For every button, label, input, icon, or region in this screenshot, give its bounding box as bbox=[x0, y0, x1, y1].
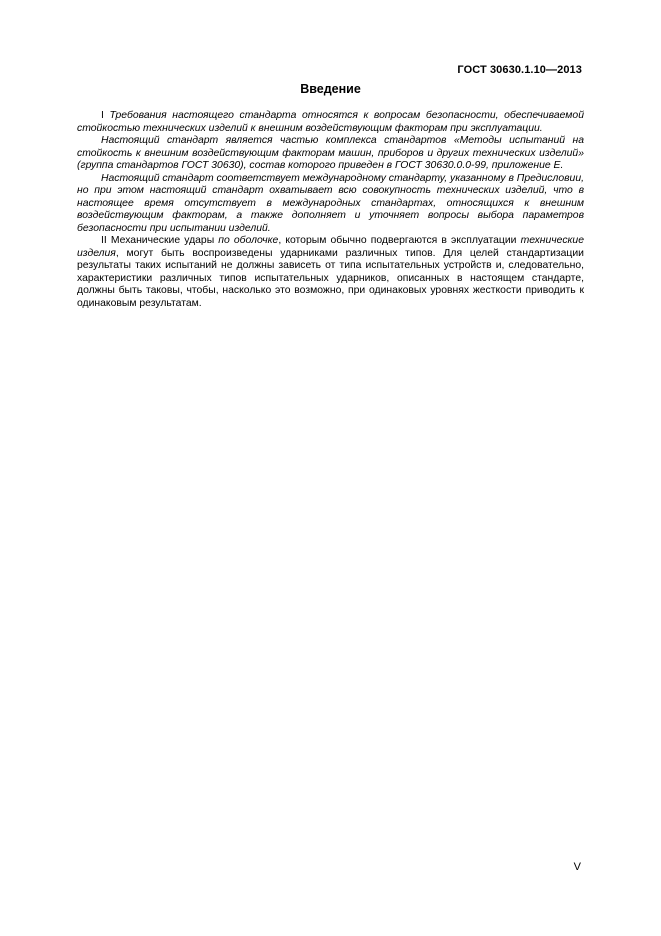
section-title: Введение bbox=[300, 82, 361, 96]
paragraph-4 bbox=[77, 235, 584, 310]
paragraph-1 bbox=[77, 110, 584, 135]
paragraph-4-seg1: II Механические удары bbox=[101, 235, 219, 246]
document-body bbox=[77, 110, 584, 310]
paragraph-3: Настоящий стандарт соответствует международному стандарту, указанному в Предисловии, но при этом настоящий стандарт охватывает всю совокупность технических изделий, что в настоящее время отсутствует в международных стандартах, относящихся к внешним воздействующим факторам, а также дополняет и уточняет вопросы выбора параметров безопасности при испытании изделий. bbox=[77, 172, 584, 234]
paragraph-4-seg5: , могут быть воспроизведены ударниками различных типов. Для целей стандартизации результаты таких испытаний не должны зависеть от типа испытательных устройств и, следовательно, характеристики различных типов испытательных ударников, описанных в настоящем стандарте, должны быть таковы, чтобы, насколько это возможно, при одинаковых уровнях жесткости приводить к одинаковым результатам. bbox=[77, 247, 584, 309]
paragraph-4-seg2: по оболочке bbox=[218, 235, 279, 246]
paragraph-4-seg3: , которым обычно подвергаются в эксплуатации bbox=[278, 235, 521, 246]
paragraph-2: Настоящий стандарт является частью комплекса стандартов «Методы испытаний на стойкость к внешним воздействующим факторам машин, приборов и других технических изделий» (группа стандартов ГОСТ 30630), состав которого приведен в ГОСТ 30630.0.0-99, приложение Е. bbox=[77, 135, 584, 171]
paragraph-4-seg4: технические изделия bbox=[77, 235, 584, 259]
paragraph-1-lead: I bbox=[101, 110, 110, 121]
document-code: ГОСТ 30630.1.10—2013 bbox=[457, 64, 582, 76]
paragraph-1-text: Требования настоящего стандарта относятся к вопросам безопасности, обеспечиваемой стойкостью технических изделий к внешним воздействующим факторам при эксплуатации. bbox=[77, 110, 584, 134]
page-number: V bbox=[573, 861, 581, 873]
